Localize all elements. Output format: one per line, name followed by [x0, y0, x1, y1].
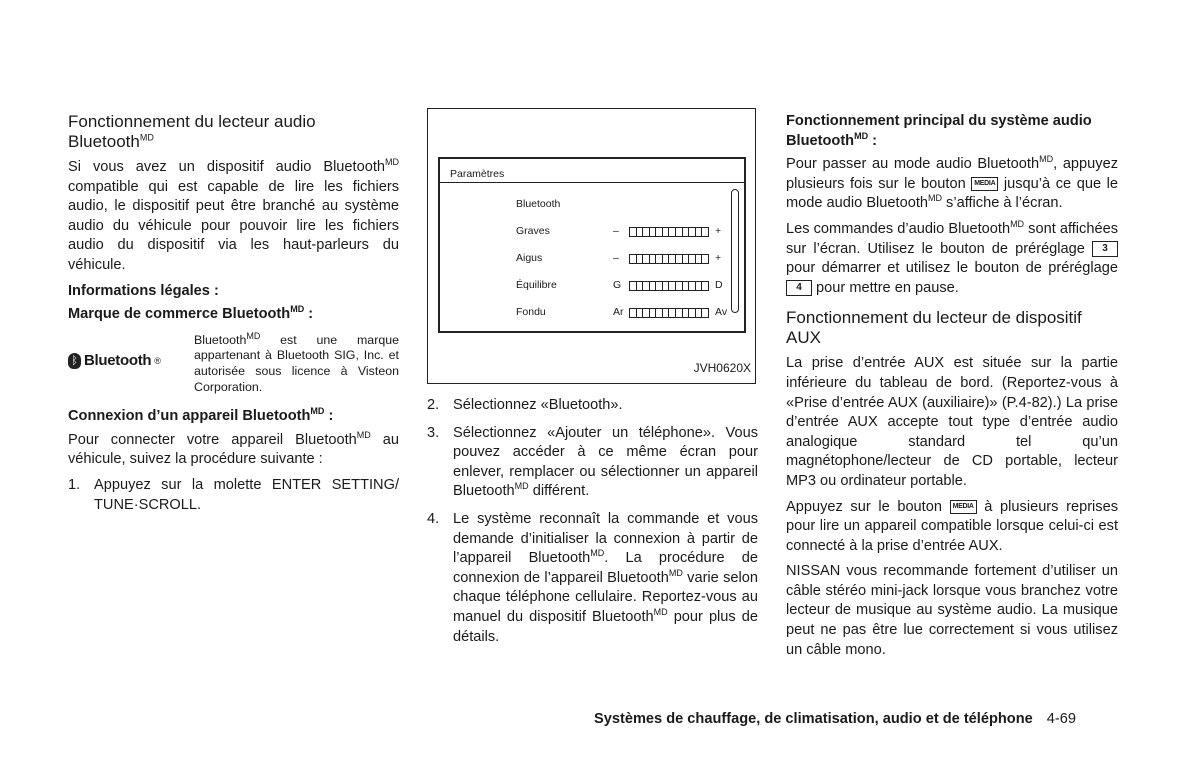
left-column — [68, 112, 399, 523]
step-4: 4. Le système reconnaît la commande et vous demande d’initialiser la connexion à partir de l’appareil Bluetooth$^{MD}$. La procédure de connexion de l’appareil Bluetooth$^{MD}$ varie selon chaque téléphone cellulaire. Reportez-vous au manuel du dispositif Bluetooth$^{MD}$ pour plus de détails. — [427, 510, 758, 645]
menu-item-graves: Graves — [516, 225, 550, 237]
aux-media-paragraph: Appuyez sur le bouton MEDIA à plusieurs reprises pour lire un appareil compatible lorsque celui-ci est connecté à la prise d’entrée AUX. — [786, 498, 1119, 554]
step-2: 2. Sélectionnez «Bluetooth». — [427, 397, 623, 413]
legal-title: Informations légales : — [68, 282, 219, 299]
settings-screen — [438, 157, 746, 333]
menu-item-bluetooth: Bluetooth — [516, 198, 561, 210]
connect-paragraph: Pour connecter votre appareil Bluetooth$^{MD}$ au véhicule, suivez la procédure suivante : — [68, 429, 399, 468]
media-button-icon: MEDIA — [950, 500, 977, 514]
menu-item-equilibre: Équilibre — [516, 279, 557, 291]
screen-scrollbar — [731, 189, 739, 313]
trademark-block — [68, 330, 399, 395]
page-footer — [594, 711, 1076, 727]
menu-item-aigus: Aigus — [516, 252, 543, 264]
aigus-slider: – + — [613, 252, 722, 264]
equilibre-slider: G D — [613, 279, 723, 291]
main-operation-title: Fonctionnement principal du système audio Bluetooth$^{MD}$ : — [786, 113, 1092, 149]
preset-paragraph: Les commandes d’audio Bluetooth$^{MD}$ sont affichées sur l’écran. Utilisez le bouton de préréglage 3 pour démarrer et utilisez le bouton de préréglage 4 pour mettre en pause. — [786, 219, 1118, 296]
nissan-recommendation: NISSAN vous recommande fortement d’utiliser un câble stéréo mini-jack lorsque vous branchez votre lecteur de musique au système audio. La musique peut ne pas être lue correctement si vous utilisez un câble mono. — [786, 563, 1118, 658]
footer-title: Systèmes de chauffage, de climatisation, audio et de téléphone — [594, 711, 1033, 727]
screen-divider — [440, 182, 744, 183]
settings-screen-figure — [427, 108, 756, 384]
trademark-title: Marque de commerce Bluetooth$^{MD}$ : — [68, 304, 314, 323]
heading-bluetooth-player: Fonctionnement du lecteur audio Bluetooth$^{MD}$ — [68, 112, 316, 151]
connect-title: Connexion d’un appareil Bluetooth$^{MD}$ : — [68, 406, 334, 425]
preset-4-button-icon: 4 — [786, 280, 812, 296]
menu-item-fondu: Fondu — [516, 306, 546, 318]
screen-title: Paramètres — [450, 168, 505, 180]
graves-slider: – + — [613, 225, 722, 237]
aux-heading: Fonctionnement du lecteur de dispositif AUX — [786, 308, 1082, 348]
trademark-description: Bluetooth$^{MD}$ est une marque appartenant à Bluetooth SIG, Inc. et autorisée sous licence à Visteon Corporation. — [194, 330, 399, 394]
paragraph-intro: Si vous avez un dispositif audio Bluetooth$^{MD}$ compatible qui est capable de lire les fichiers audio, le dispositif peut être branché au système audio du véhicule pour pouvoir lire les fichiers audio du dispositif via les haut-parleurs du véhicule. — [68, 157, 399, 273]
bluetooth-rune-icon: ᛒ — [68, 353, 81, 369]
bluetooth-logo: ᛒ Bluetooth ® — [68, 333, 194, 371]
media-button-icon: MEDIA — [971, 177, 998, 191]
step-1: 1. Appuyez sur la molette ENTER SETTING/ TUNE·SCROLL. — [68, 476, 399, 513]
page-number: 4-69 — [1046, 711, 1076, 727]
figure-code: JVH0620X — [693, 361, 751, 376]
bluetooth-logo-text: Bluetooth — [84, 351, 152, 369]
fondu-slider: Ar Av — [613, 306, 728, 318]
middle-column — [427, 108, 758, 655]
right-column — [786, 112, 1118, 666]
media-paragraph: Pour passer au mode audio Bluetooth$^{MD}$, appuyez plusieurs fois sur le bouton MEDIA jusqu’à ce que le mode audio Bluetooth$^{MD}$ s’affiche à l’écran. — [786, 154, 1118, 212]
aux-paragraph: La prise d’entrée AUX est située sur la partie inférieure du tableau de bord. (Reportez-vous à «Prise d’entrée AUX (auxiliaire)» (P.4-82).) La prise d’entrée AUX accepte tout type d’entrée audio analogique standard tel qu’un magnétophone/lecteur de CD portable, lecteur MP3 ou ordinateur portable. — [786, 355, 1118, 489]
step-3: 3. Sélectionnez «Ajouter un téléphone». Vous pouvez accéder à ce même écran pour enlever, remplacer ou sélectionner un appareil Bluetooth$^{MD}$ différent. — [427, 424, 758, 500]
preset-3-button-icon: 3 — [1092, 241, 1118, 257]
